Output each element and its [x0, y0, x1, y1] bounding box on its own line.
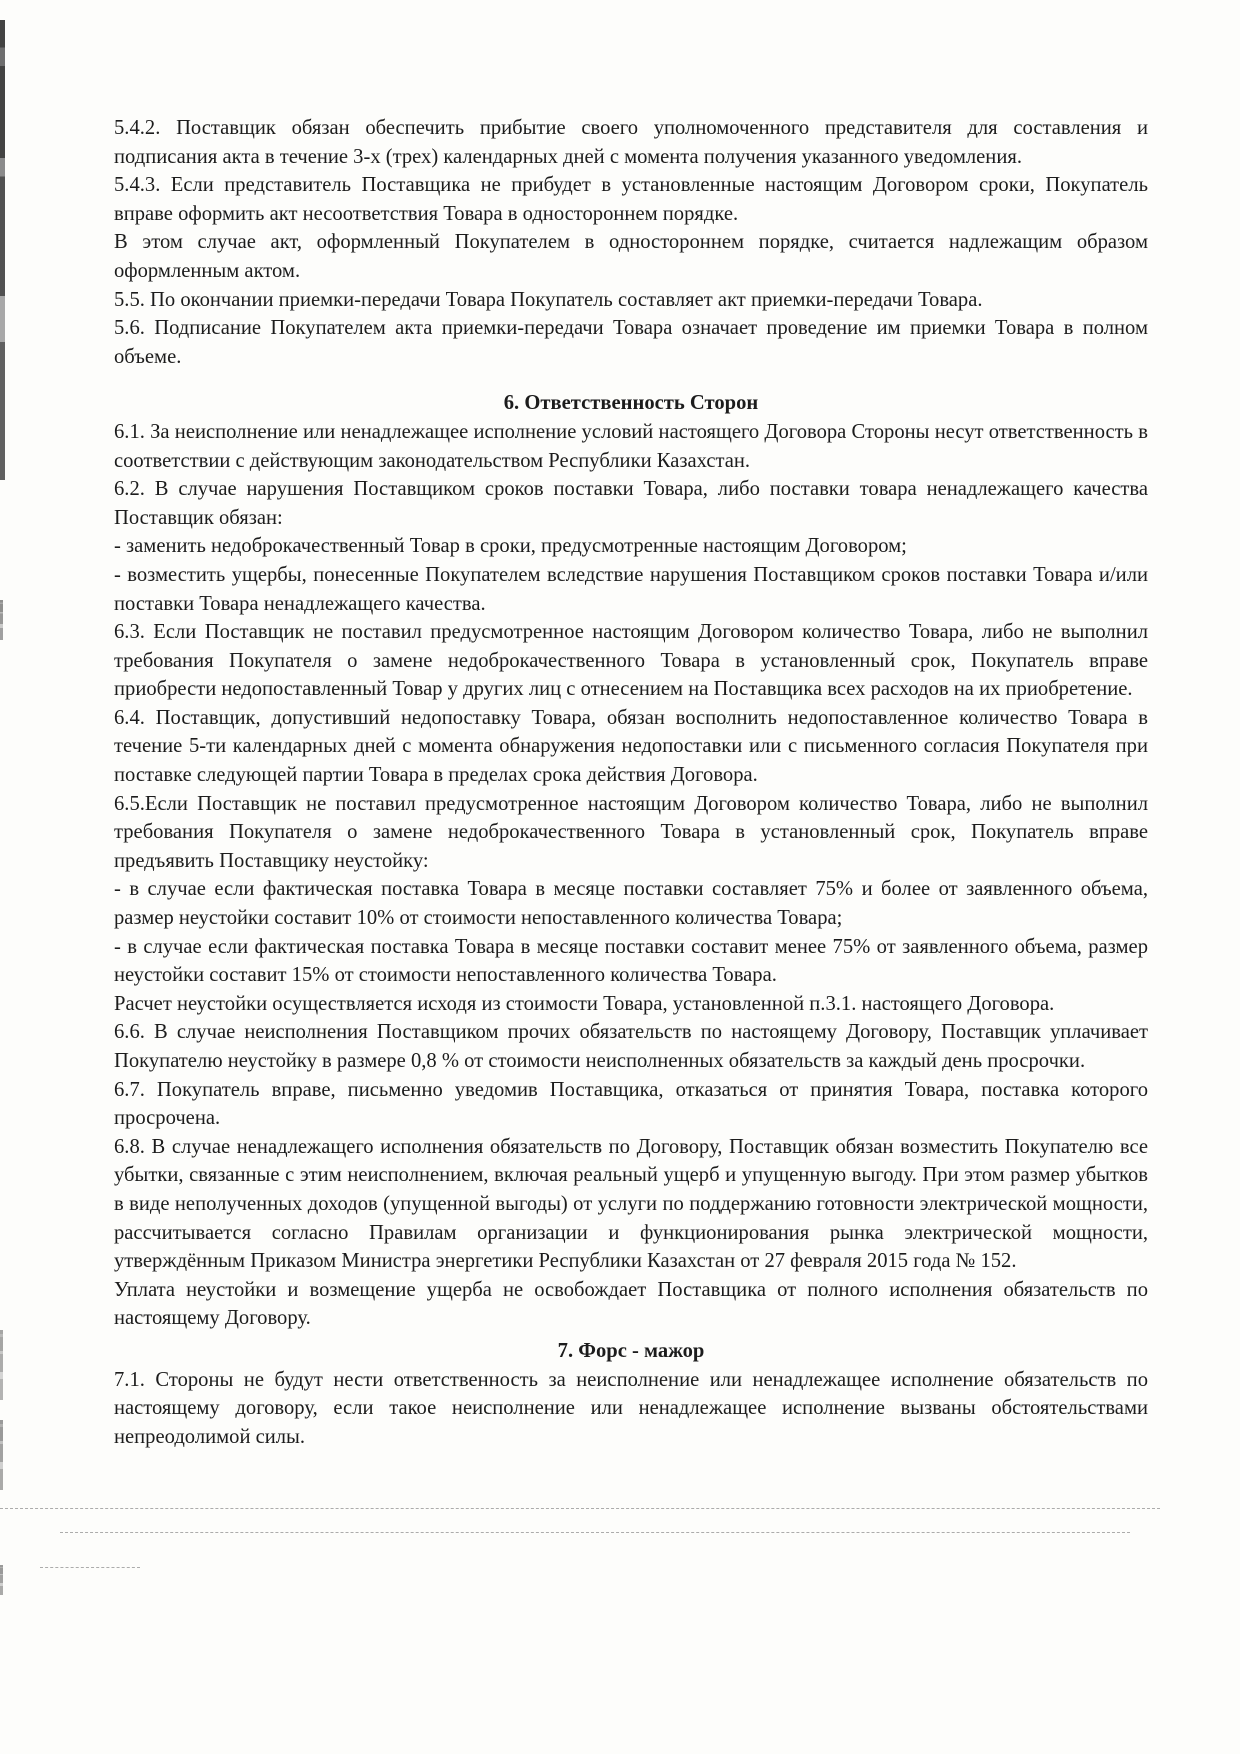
scan-edge-mark [0, 1420, 3, 1490]
clause-5-4-3: 5.4.3. Если представитель Поставщика не прибудет в установленные настоящим Договором сроки, Покупатель вправе оформить акт несоответствия Товара в одностороннем порядке. [114, 174, 1148, 225]
document-body [114, 114, 1148, 1451]
clause-6-6: 6.6. В случае неисполнения Поставщиком прочих обязательств по настоящему Договору, Поставщик уплачивает Покупателю неустойку в размере 0,8 % от стоимости неисполненных обязательств за каждый день просрочки. [114, 1021, 1148, 1072]
scan-fold-line [40, 1567, 140, 1568]
clause-5-6: 5.6. Подписание Покупателем акта приемки-передачи Товара означает проведение им приемки Товара в полном объеме. [114, 317, 1148, 368]
clause-6-7: 6.7. Покупатель вправе, письменно уведомив Поставщика, отказаться от принятия Товара, поставка которого просрочена. [114, 1078, 1148, 1130]
clause-6-5: 6.5.Если Поставщик не поставил предусмотренное настоящим Договором количество Товара, либо не выполнил требования Покупателя о замене недоброкачественного Товара в установленный срок, Покупатель вправе предъявить Поставщику неустойку: [114, 792, 1148, 872]
scan-fold-line [0, 1508, 1160, 1509]
clause-6-2: 6.2. В случае нарушения Поставщиком сроков поставки Товара, либо поставки товара ненадлежащего качества Поставщик обязан: [114, 478, 1148, 529]
clause-5-4-3-continuation: В этом случае акт, оформленный Покупателем в одностороннем порядке, считается надлежащим образом оформленным актом. [114, 231, 1148, 282]
clause-6-3: 6.3. Если Поставщик не поставил предусмотренное настоящим Договором количество Товара, либо не выполнил требования Покупателя о замене недоброкачественного Товара в установленный срок, Покупатель вправе приобрести недопоставленный Товар у других лиц с отнесением на Поставщика всех расходов на их приобретение. [114, 621, 1148, 701]
clause-5-5: 5.5. По окончании приемки-передачи Товара Покупатель составляет акт приемки-передачи Товара. [114, 288, 983, 311]
clause-6-8-continuation: Уплата неустойки и возмещение ущерба не освобождает Поставщика от полного исполнения обязательств по настоящему Договору. [114, 1278, 1148, 1330]
clause-5-4-2: 5.4.2. Поставщик обязан обеспечить прибытие своего уполномоченного представителя для составления и подписания акта в течение 3-х (трех) календарных дней с момента получения указанного уведомления. [114, 117, 1148, 168]
clause-7-1: 7.1. Стороны не будут нести ответственность за неисполнение или ненадлежащее исполнение обязательств по настоящему договору, если такое неисполнение или ненадлежащее исполнение вызваны обстоятельствами непреодолимой силы. [114, 1368, 1148, 1448]
scan-edge-mark [0, 1565, 3, 1595]
scan-edge-mark [0, 20, 5, 480]
clause-6-5-item-2: - в случае если фактическая поставка Товара в месяце поставки составит менее 75% от заявленного объема, размер неустойки составит 15% от стоимости непоставленного количества Товара. [114, 935, 1148, 987]
scan-edge-mark [0, 600, 3, 640]
section-6-title: 6. Ответственность Сторон [503, 392, 759, 415]
scan-fold-line [60, 1532, 1130, 1533]
clause-6-4: 6.4. Поставщик, допустивший недопоставку Товара, обязан восполнить недопоставленное количество Товара в течение 5-ти календарных дней с момента обнаружения недопоставки или с письменного согласия Покупателя при поставке следующей партии Товара в пределах срока действия Договора. [114, 706, 1148, 787]
clause-6-2-item-1: - заменить недоброкачественный Товар в сроки, предусмотренные настоящим Договором; [114, 535, 907, 558]
clause-6-1: 6.1. За неисполнение или ненадлежащее исполнение условий настоящего Договора Стороны несут ответственность в соответствии с действующим законодательством Республики Казахстан. [114, 420, 1148, 472]
clause-6-8: 6.8. В случае ненадлежащего исполнения обязательств по Договору, Поставщик обязан возместить Покупателю все убытки, связанные с этим неисполнением, включая реальный ущерб и упущенную выгоду. При этом размер убытков в виде неполученных доходов (упущенной выгоды) от услуги по поддержанию готовности электрической мощности, рассчитывается согласно Правилам организации и функционирования рынка электрической мощности, утверждённым Приказом Министра энергетики Республики Казахстан от 27 февраля 2015 года № 152. [114, 1135, 1148, 1273]
clause-6-2-item-2: - возместить ущербы, понесенные Покупателем вследствие нарушения Поставщиком сроков поставки Товара и/или поставки Товара ненадлежащего качества. [114, 563, 1148, 615]
clause-6-5-calculation: Расчет неустойки осуществляется исходя из стоимости Товара, установленной п.3.1. настоящего Договора. [114, 992, 1055, 1015]
scan-edge-mark [0, 1330, 3, 1400]
clause-6-5-item-1: - в случае если фактическая поставка Товара в месяце поставки составляет 75% и более от заявленного объема, размер неустойки составит 10% от стоимости непоставленного количества Товара; [114, 878, 1148, 930]
section-7-title: 7. Форс - мажор [557, 1339, 705, 1362]
